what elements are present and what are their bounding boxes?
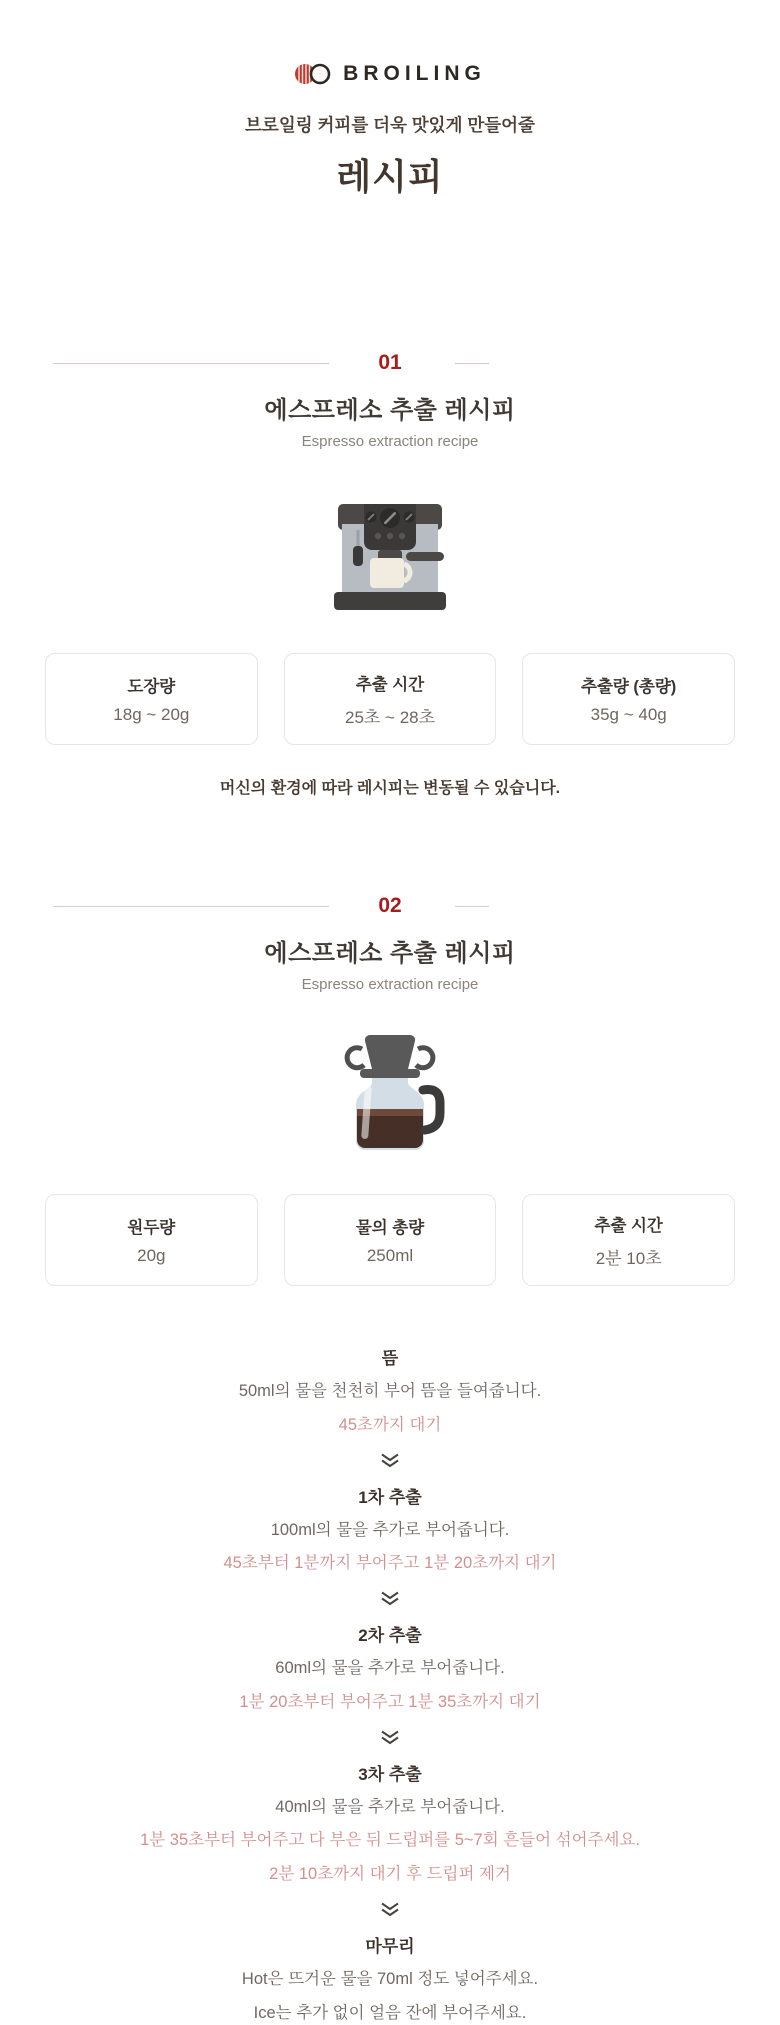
card-value: 18g ~ 20g	[113, 705, 189, 725]
step-description: 100ml의 물을 추가로 부어줍니다.	[0, 1518, 780, 1543]
step-title: 마무리	[0, 1932, 780, 1957]
card-label: 도장량	[127, 673, 175, 697]
step-description: 60ml의 물을 추가로 부어줍니다.	[0, 1656, 780, 1681]
chevron-double-down-icon	[379, 1453, 401, 1468]
summary-card	[522, 653, 735, 745]
section-espresso-machine	[0, 350, 780, 798]
step-description: Ice는 추가 없이 얼음 잔에 부어주세요.	[0, 2001, 780, 2025]
card-value: 25초 ~ 28초	[345, 703, 435, 728]
summary-card	[45, 653, 258, 745]
divider-line-right	[455, 363, 489, 364]
step-timing: 45초부터 1분까지 부어주고 1분 20초까지 대기	[0, 1551, 780, 1576]
step-finish	[0, 1932, 780, 2025]
step-third-pour	[0, 1760, 780, 1887]
step-bloom	[0, 1344, 780, 1438]
card-value: 20g	[137, 1246, 165, 1266]
page-title: 레시피	[0, 149, 780, 200]
brand-name: BROILING	[343, 62, 486, 86]
section-subtitle: Espresso extraction recipe	[0, 976, 780, 993]
step-title: 2차 추출	[0, 1621, 780, 1646]
section-2-header	[0, 893, 780, 919]
hero-tagline: 브로일링 커피를 더욱 맛있게 만들어줄	[0, 112, 780, 137]
machine-variation-note: 머신의 환경에 따라 레시피는 변동될 수 있습니다.	[0, 775, 780, 798]
step-title: 1차 추출	[0, 1483, 780, 1508]
card-value: 250ml	[367, 1246, 413, 1266]
section-2-summary-cards	[0, 1194, 780, 1286]
step-second-pour	[0, 1621, 780, 1715]
step-description: Hot은 뜨거운 물을 70ml 정도 넣어주세요.	[0, 1967, 780, 1992]
pour-over-icon	[330, 1029, 450, 1155]
step-title: 뜸	[0, 1344, 780, 1369]
summary-card	[284, 653, 497, 745]
section-1-illustration	[0, 494, 780, 619]
step-first-pour	[0, 1483, 780, 1577]
card-label: 추출 시간	[595, 1212, 663, 1236]
step-description: 50ml의 물을 천천히 부어 뜸을 들여줍니다.	[0, 1379, 780, 1404]
hero-banner	[0, 0, 780, 268]
section-1-summary-cards	[0, 653, 780, 745]
divider-line-right	[455, 906, 489, 907]
brand-logo	[0, 0, 780, 86]
section-subtitle: Espresso extraction recipe	[0, 433, 780, 450]
section-pour-over	[0, 893, 780, 2025]
broiling-circles-icon	[294, 62, 334, 86]
section-title: 에스프레소 추출 레시피	[0, 933, 780, 968]
brew-steps	[0, 1344, 780, 2025]
section-number: 02	[0, 893, 780, 919]
espresso-machine-icon	[330, 494, 450, 614]
card-value: 2분 10초	[596, 1244, 662, 1269]
card-label: 원두량	[127, 1214, 175, 1238]
card-label: 추출 시간	[356, 671, 424, 695]
chevron-double-down-icon	[379, 1730, 401, 1745]
chevron-double-down-icon	[379, 1902, 401, 1917]
card-label: 추출량 (총량)	[581, 673, 676, 697]
card-value: 35g ~ 40g	[591, 705, 667, 725]
divider-line-left	[53, 363, 329, 364]
section-1-header	[0, 350, 780, 376]
step-timing: 1분 20초부터 부어주고 1분 35초까지 대기	[0, 1690, 780, 1715]
section-2-illustration	[0, 1029, 780, 1160]
summary-card	[522, 1194, 735, 1286]
section-title: 에스프레소 추출 레시피	[0, 390, 780, 425]
card-label: 물의 총량	[356, 1214, 424, 1238]
summary-card	[45, 1194, 258, 1286]
step-timing: 1분 35초부터 부어주고 다 부은 뒤 드립퍼를 5~7회 흔들어 섞어주세요.	[0, 1828, 780, 1853]
step-description: 40ml의 물을 추가로 부어줍니다.	[0, 1795, 780, 1820]
section-number: 01	[0, 350, 780, 376]
divider-line-left	[53, 906, 329, 907]
chevron-double-down-icon	[379, 1591, 401, 1606]
step-title: 3차 추출	[0, 1760, 780, 1785]
step-timing: 2분 10초까지 대기 후 드립퍼 제거	[0, 1862, 780, 1887]
step-timing: 45초까지 대기	[0, 1413, 780, 1438]
summary-card	[284, 1194, 497, 1286]
